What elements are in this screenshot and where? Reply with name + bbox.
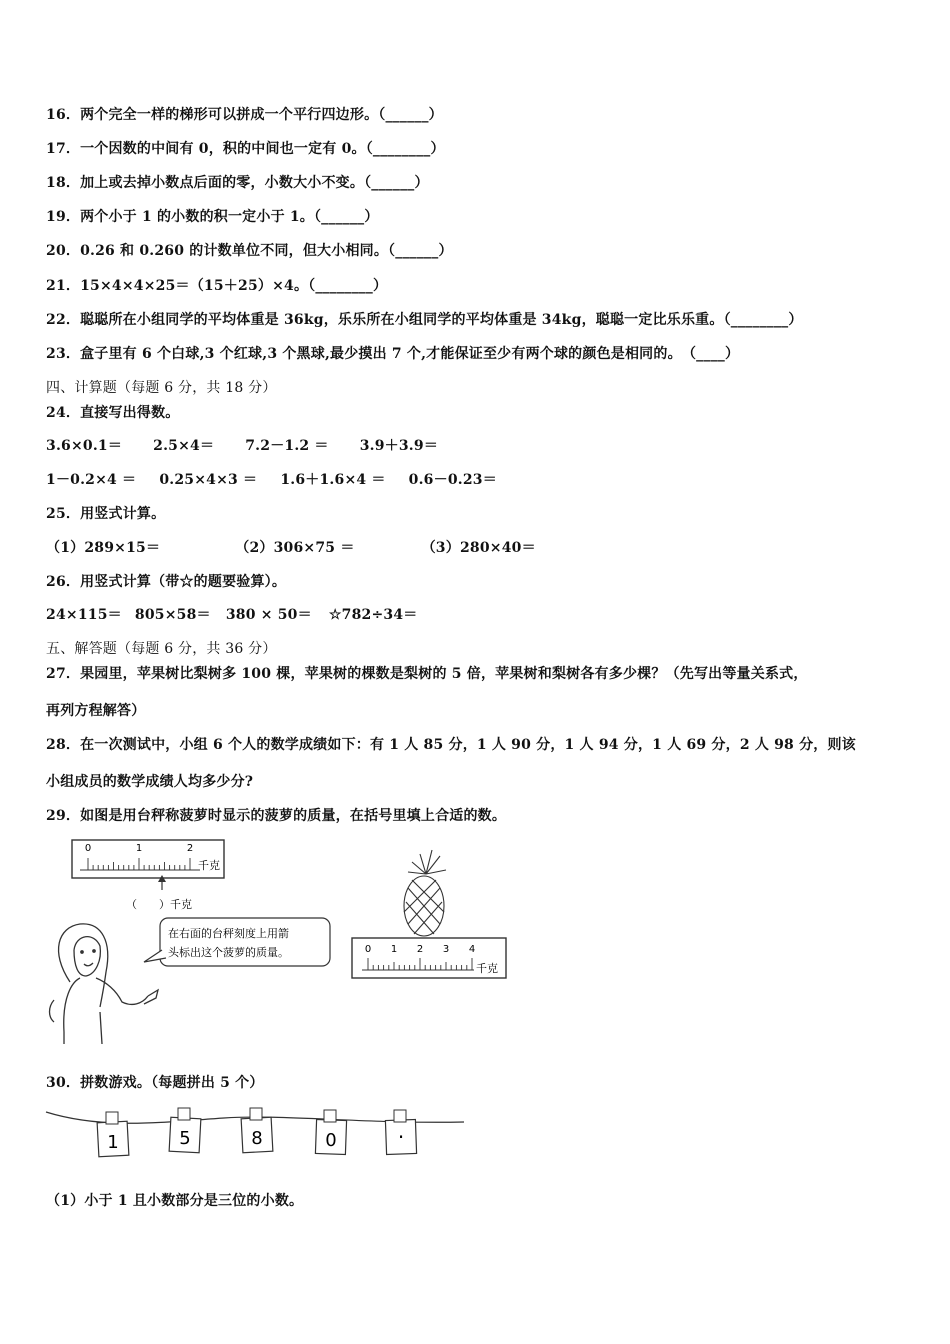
scale-1-tick-1: 1 <box>135 843 143 854</box>
q26-item: 805×58＝ <box>134 607 211 623</box>
q26-item: ☆782÷34＝ <box>328 607 418 623</box>
q24-item: 0.6－0.23＝ <box>408 472 497 488</box>
q25-item: （1）289×15＝ <box>46 540 161 556</box>
q24-row-1 <box>46 435 438 455</box>
speech-line-2: 头标出这个菠萝的质量。 <box>168 946 289 959</box>
scale-1-tick-2: 2 <box>186 843 194 854</box>
card-0-value: 0 <box>325 1130 337 1151</box>
scale-2-unit: 千克 <box>476 962 498 975</box>
scale-1-unit: 千克 <box>198 859 220 872</box>
answer-blank: （ ）千克 <box>126 898 192 911</box>
speech-bubble <box>144 918 330 966</box>
card-8 <box>241 1108 273 1153</box>
scale-1 <box>72 840 224 890</box>
question-28-line-1: 28．在一次测试中，小组 6 个人的数学成绩如下：有 1 人 85 分，1 人 90 分，1 人 94 分，1 人 69 分，2 人 98 分，则该 <box>46 737 856 753</box>
card-1 <box>97 1112 129 1157</box>
question-26: 26．用竖式计算（带☆的题要验算）。 <box>46 574 287 590</box>
card-5-value: 5 <box>179 1128 191 1149</box>
question-23: 23．盒子里有 6 个白球,3 个红球,3 个黑球,最少摸出 7 个,才能保证至少有两个球的颜色是相同的。 （____） <box>46 346 740 362</box>
q26-items <box>46 604 418 624</box>
question-17: 17．一个因数的中间有 0，积的中间也一定有 0。（________） <box>46 141 445 157</box>
scale-2-tick-1: 1 <box>390 944 398 955</box>
question-30-sub-1: （1）小于 1 且小数部分是三位的小数。 <box>46 1193 304 1209</box>
scale-2 <box>352 938 506 978</box>
question-22: 22．聪聪所在小组同学的平均体重是 36kg，乐乐所在小组同学的平均体重是 34kg，聪聪一定比乐乐重。（________） <box>46 312 803 328</box>
q24-row-2 <box>46 469 497 489</box>
question-18: 18．加上或去掉小数点后面的零，小数大小不变。（______） <box>46 175 429 191</box>
question-25: 25．用竖式计算。 <box>46 506 166 522</box>
q24-item: 1.6＋1.6×4 ＝ <box>280 472 386 488</box>
q24-item: 3.6×0.1＝ <box>46 438 123 454</box>
scale-1-tick-0: 0 <box>84 843 92 854</box>
card-0 <box>315 1110 346 1155</box>
speech-line-1: 在右面的台秤刻度上用箭 <box>168 927 289 940</box>
question-20: 20．0.26 和 0.260 的计数单位不同，但大小相同。（______） <box>46 243 453 259</box>
card-1-value: 1 <box>107 1132 119 1153</box>
figure-29 <box>40 832 520 1052</box>
q26-item: 380 × 50＝ <box>225 607 312 623</box>
q24-item: 2.5×4＝ <box>153 438 215 454</box>
scale-2-tick-2: 2 <box>416 944 424 955</box>
q25-item: （3）280×40＝ <box>421 540 536 556</box>
girl-illustration <box>50 924 159 1044</box>
q25-item: （2）306×75 ＝ <box>235 540 355 556</box>
card-8-value: 8 <box>251 1128 263 1149</box>
card-point <box>385 1110 416 1155</box>
section-5-title: 五、解答题（每题 6 分，共 36 分） <box>46 641 277 657</box>
question-16: 16．两个完全一样的梯形可以拼成一个平行四边形。（______） <box>46 107 443 123</box>
q24-item: 7.2－1.2 ＝ <box>245 438 329 454</box>
question-28-line-2: 小组成员的数学成绩人均多少分? <box>46 774 254 790</box>
q24-item: 0.25×4×3 ＝ <box>159 472 258 488</box>
card-point-value: · <box>397 1125 405 1149</box>
question-24: 24．直接写出得数。 <box>46 405 180 421</box>
q24-item: 3.9＋3.9＝ <box>359 438 439 454</box>
scale-2-tick-0: 0 <box>364 944 372 955</box>
question-19: 19．两个小于 1 的小数的积一定小于 1。（______） <box>46 209 379 225</box>
question-27-line-2: 再列方程解答） <box>46 703 146 719</box>
question-29: 29．如图是用台秤称菠萝时显示的菠萝的质量，在括号里填上合适的数。 <box>46 808 507 824</box>
scale-2-tick-3: 3 <box>442 944 450 955</box>
q24-item: 1－0.2×4 ＝ <box>46 472 137 488</box>
card-5 <box>169 1108 201 1153</box>
pineapple-icon <box>404 850 446 936</box>
figure-30 <box>44 1100 474 1166</box>
question-21: 21．15×4×4×25＝（15＋25）×4。（________） <box>46 278 388 294</box>
question-30: 30．拼数游戏。（每题拼出 5 个） <box>46 1075 264 1091</box>
q26-item: 24×115＝ <box>46 607 122 623</box>
scale-2-tick-4: 4 <box>468 944 476 955</box>
question-27-line-1: 27．果园里，苹果树比梨树多 100 棵，苹果树的棵数是梨树的 5 倍，苹果树和梨树各有多少棵？（先写出等量关系式， <box>46 666 808 682</box>
section-4-title: 四、计算题（每题 6 分，共 18 分） <box>46 380 277 396</box>
q25-items <box>46 537 536 557</box>
